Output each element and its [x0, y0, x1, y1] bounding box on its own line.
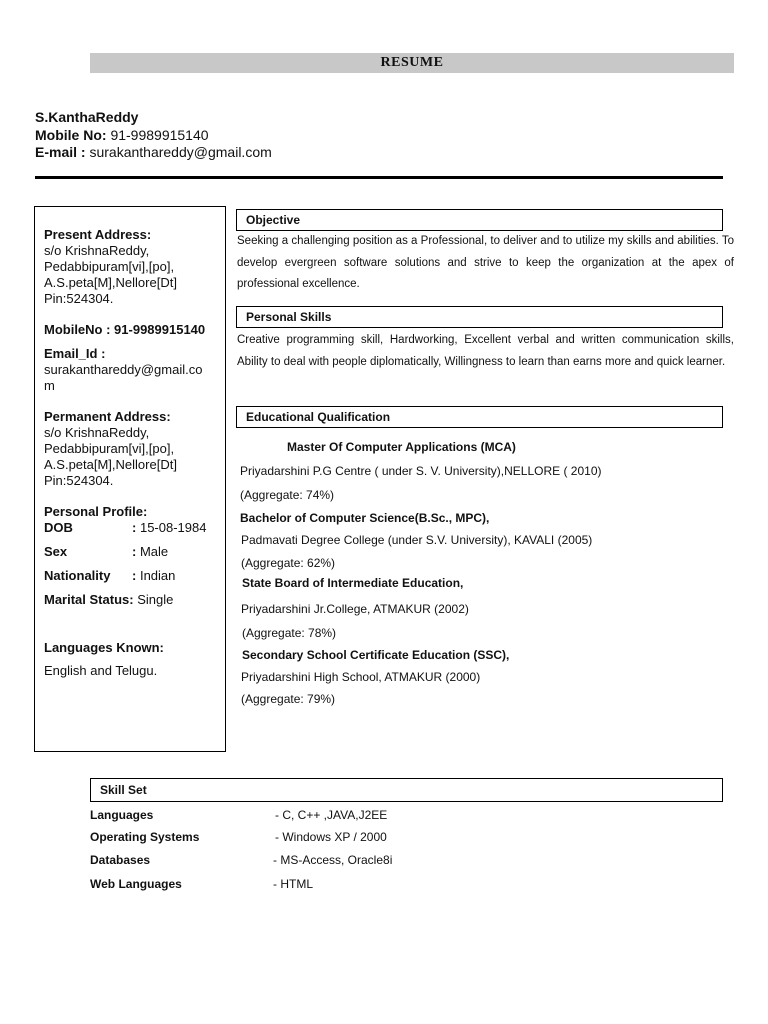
profile-value: 15-08-1984 [139, 520, 207, 535]
permanent-address-line: Pin:524304. [44, 473, 114, 488]
skill-value: - C, C++ ,JAVA,J2EE [275, 808, 388, 822]
skill-value: - Windows XP / 2000 [275, 830, 387, 844]
permanent-address-line: Pedabbipuram[vi],[po], [44, 441, 175, 456]
resume-title-bar [90, 53, 734, 73]
profile-row-dob: DOB : 15-08-1984 [44, 520, 207, 535]
skill-value: - MS-Access, Oracle8i [273, 853, 393, 867]
education-institution: Padmavati Degree College (under S.V. University), KAVALI (2005) [241, 533, 593, 547]
objective-text: Seeking a challenging position as a Professional, to deliver and to utilize my skills and abilities. To develop evergreen software solutions and strive to keep the organization at the apex of professional excellence. [237, 235, 734, 290]
profile-value: Single [137, 592, 174, 607]
education-degree: Bachelor of Computer Science(B.Sc., MPC), [240, 511, 490, 525]
languages-known-label: Languages Known: [44, 640, 164, 655]
permanent-address-label: Permanent Address: [44, 409, 171, 424]
present-address-line: Pedabbipuram[vi],[po], [44, 259, 175, 274]
personal-skills-heading: Personal Skills [236, 306, 723, 328]
languages-known-value: English and Telugu. [44, 663, 158, 678]
mobile-value: 91-9989915140 [110, 126, 209, 143]
present-address-line: Pin:524304. [44, 291, 114, 306]
profile-label: Nationality [44, 568, 111, 583]
left-email [44, 346, 224, 394]
profile-label: Sex [44, 544, 68, 559]
education-aggregate: (Aggregate: 78%) [242, 626, 337, 640]
permanent-address [44, 409, 224, 489]
skill-label: Operating Systems [90, 830, 200, 844]
education-institution: Priyadarshini High School, ATMAKUR (2000) [241, 670, 481, 684]
present-address-line: s/o KrishnaReddy, [44, 243, 150, 258]
email-id-line: m [44, 378, 55, 393]
education-institution: Priyadarshini Jr.College, ATMAKUR (2002) [241, 602, 469, 616]
skill-label: Web Languages [90, 877, 182, 891]
profile-value: Indian [139, 568, 176, 583]
education-degree: Secondary School Certificate Education (SSC), [242, 648, 510, 662]
profile-row-sex: Sex : Male [44, 544, 169, 559]
header-divider [35, 176, 723, 179]
education-aggregate: (Aggregate: 62%) [241, 556, 336, 570]
present-address [44, 227, 224, 307]
profile-label: Marital Status: [44, 592, 134, 607]
present-address-line: A.S.peta[M],Nellore[Dt] [44, 275, 177, 290]
candidate-name: S.KanthaReddy [35, 109, 139, 125]
email-value: surakanthareddy@gmail.com [89, 144, 272, 160]
education-institution: Priyadarshini P.G Centre ( under S. V. University),NELLORE ( 2010) [240, 464, 602, 478]
profile-row-nationality: Nationality : Indian [44, 568, 176, 583]
skill-value: - HTML [273, 877, 313, 891]
education-degree: State Board of Intermediate Education, [242, 576, 464, 590]
mobile-label: Mobile No: [35, 126, 107, 143]
personal-skills-text: Creative programming skill, Hardworking, Excellent verbal and written communication skills, Ability to deal with people diplomatically, Willingness to learn than earns more and quick learner. [237, 334, 734, 368]
present-address-label: Present Address: [44, 227, 152, 242]
personal-profile-label: Personal Profile: [44, 504, 148, 519]
education-degree: Master Of Computer Applications (MCA) [287, 440, 516, 454]
profile-row-marital [44, 592, 224, 608]
education-aggregate: (Aggregate: 79%) [241, 692, 336, 706]
profile-value: Male [139, 544, 169, 559]
permanent-address-line: s/o KrishnaReddy, [44, 425, 150, 440]
contact-header [35, 109, 272, 162]
education-aggregate: (Aggregate: 74%) [240, 488, 335, 502]
page-title: RESUME [380, 55, 444, 70]
permanent-address-line: A.S.peta[M],Nellore[Dt] [44, 457, 177, 472]
skill-label: Languages [90, 808, 154, 822]
email-label: E-mail : [35, 144, 86, 160]
profile-label: DOB [44, 520, 73, 535]
left-mobile: MobileNo : 91-9989915140 [44, 322, 206, 337]
education-heading: Educational Qualification [236, 406, 723, 428]
objective-heading: Objective [236, 209, 723, 231]
skill-set-heading: Skill Set [90, 778, 723, 802]
email-id-label: Email_Id : [44, 346, 106, 361]
skill-label: Databases [90, 853, 151, 867]
email-id-line: surakanthareddy@gmail.co [44, 362, 203, 377]
